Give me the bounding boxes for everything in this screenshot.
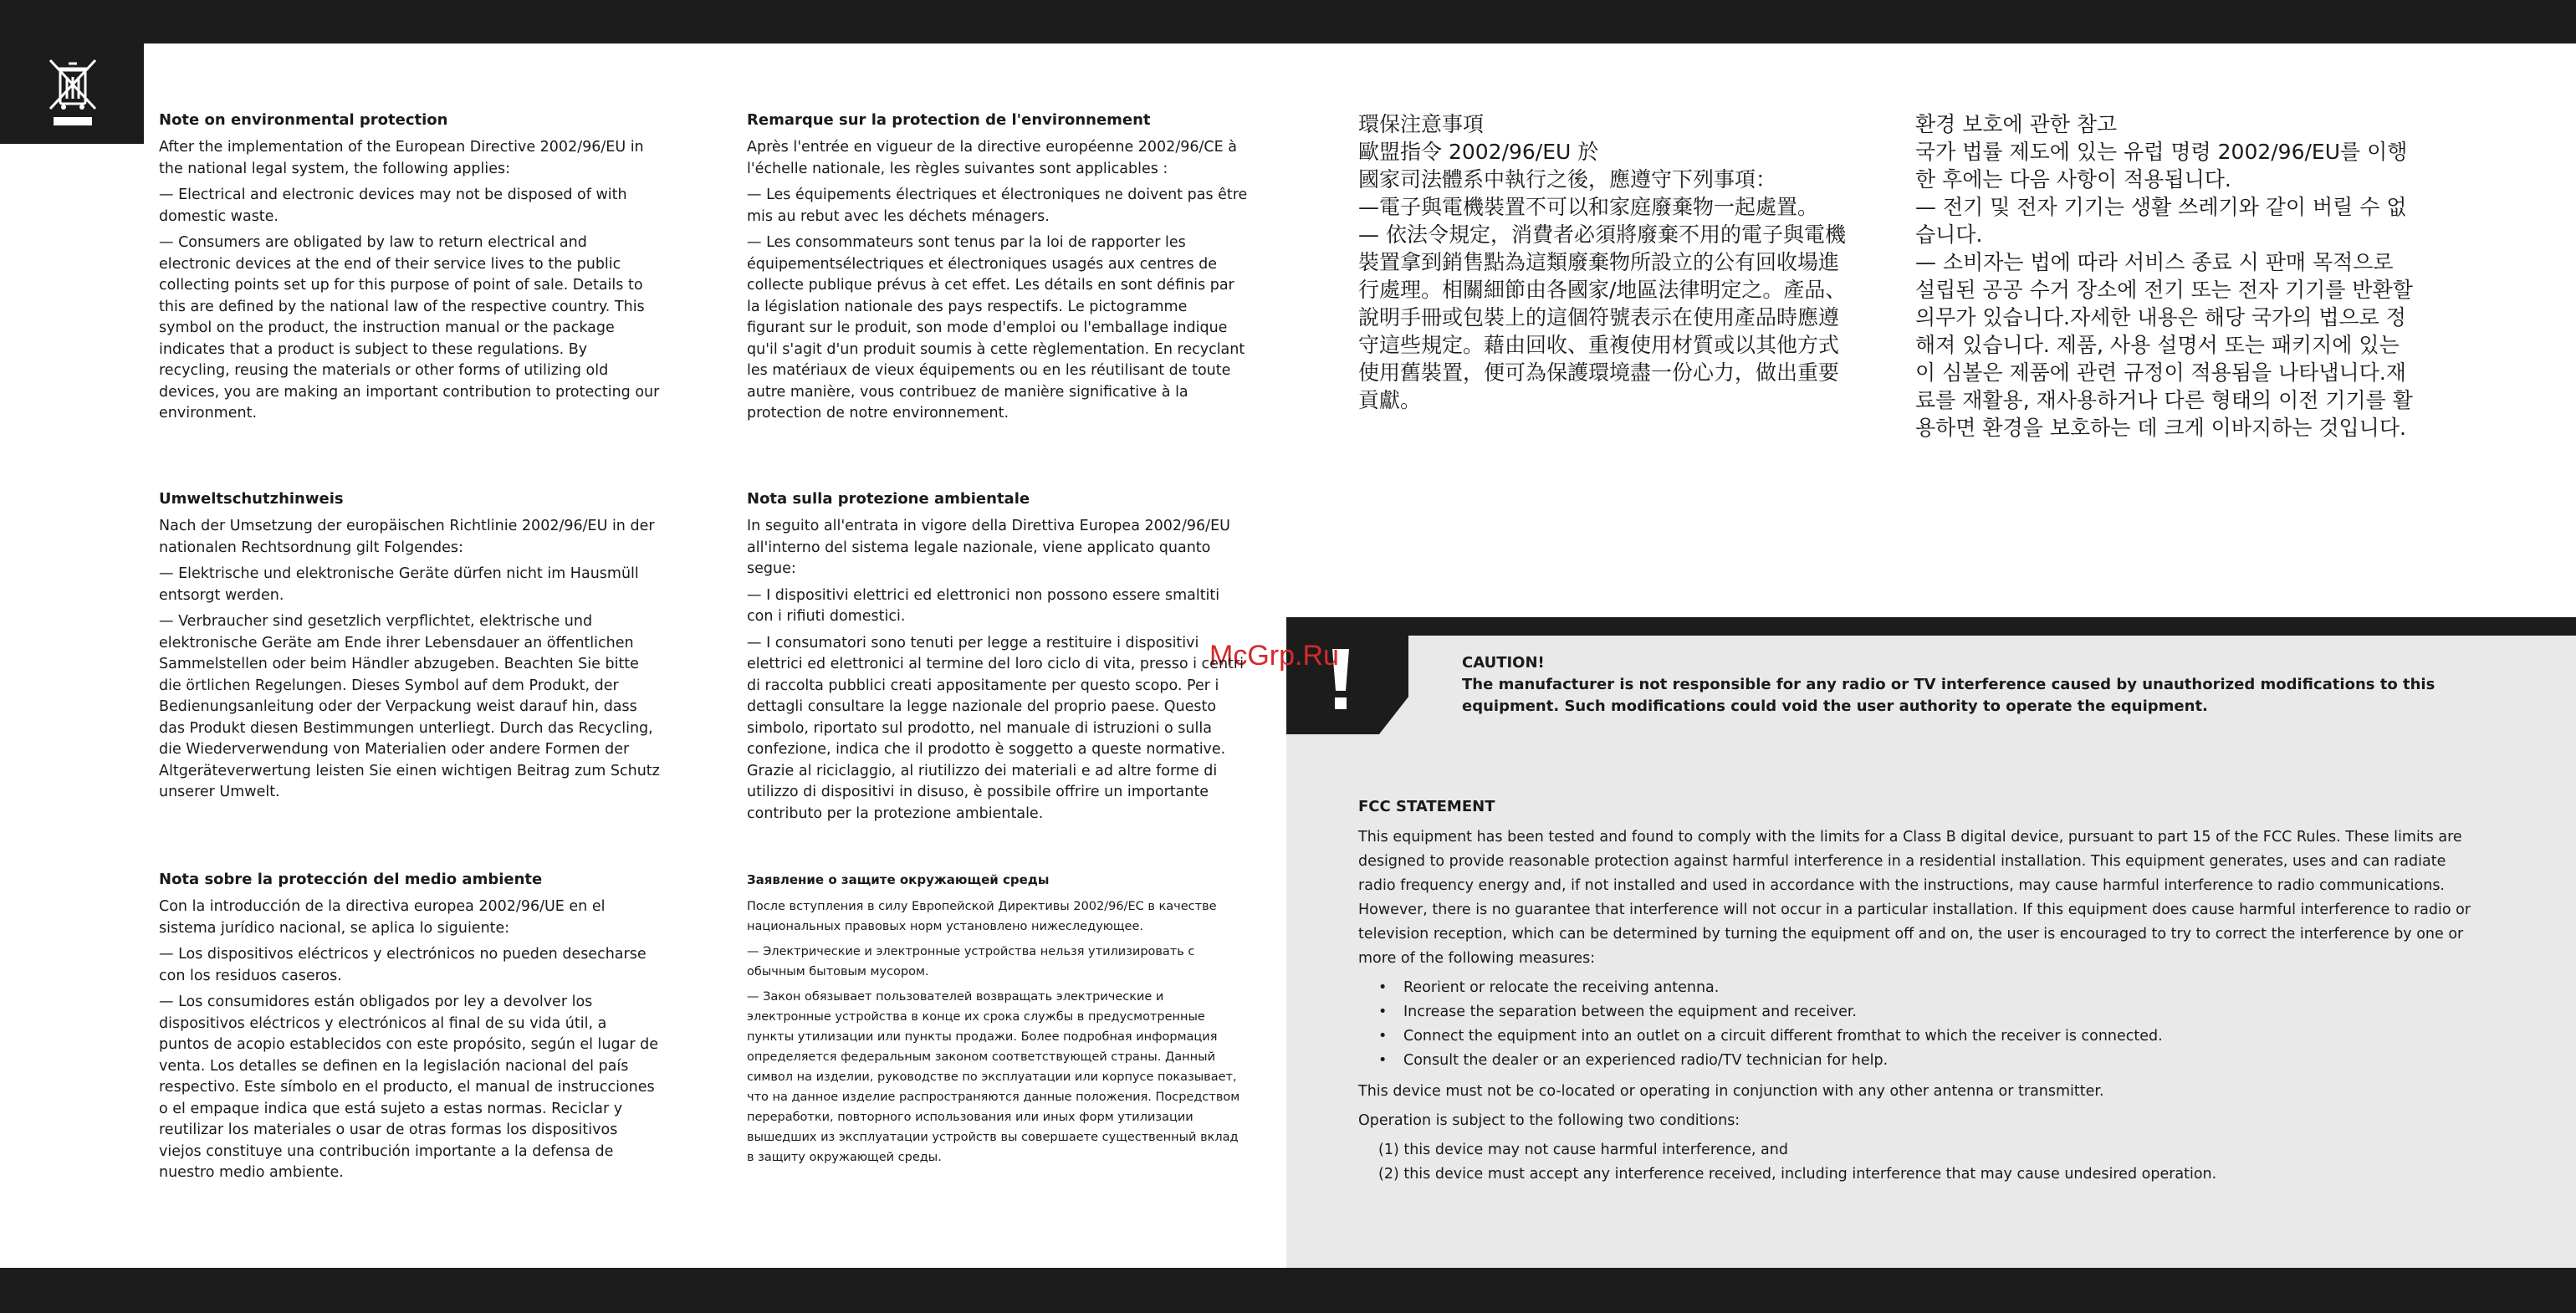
section-title: Nota sobre la protección del medio ambiente (159, 871, 543, 888)
weee-tab (0, 43, 144, 144)
fcc-condition: (2) this device must accept any interference received, including interference that may cause undesired operation. (1378, 1166, 2217, 1183)
caution-title: CAUTION! (1462, 654, 1545, 672)
fcc-panel-bar (1286, 617, 2576, 636)
list-item: • Connect the equipment into an outlet on a circuit different fromthat to which the receiver is connected. (1378, 1024, 2479, 1049)
fcc-colocate: This device must not be co-located or operating in conjunction with any other antenna or transmitter. (1358, 1083, 2104, 1100)
paragraph: — Les consommateurs sont tenus par la loi de rapporter les équipementsélectriques et électroniques usagés aux centres de collecte publique prévus à cet effet. Les détails en sont définis par la législation nationale des pays respectifs. Le pictogramme figurant sur le produit, son mode d'emploi ou l'emballage indique qu'il s'agit d'un produit soumis à cette règlementation. En recyclant les matériaux de vieux équipements ou en les réutilisant de toute autre manière, vous contribuez de manière significative à la protection de notre environnement. (747, 234, 1245, 421)
watermark: McGrp.Ru (1209, 640, 1339, 672)
paragraph: Après l'entrée en vigueur de la directive européenne 2002/96/CE à l'échelle nationale, les règles suivantes sont applicables : (747, 139, 1237, 177)
section-french (747, 110, 1249, 430)
section-korean (1915, 110, 2417, 442)
section-chinese (1358, 110, 1855, 414)
paragraph: 歐盟指令 2002/96/EU 於 (1358, 140, 1599, 164)
list-item: • Increase the separation between the equipment and receiver. (1378, 1000, 2479, 1024)
paragraph: После вступления в силу Европейской Директивы 2002/96/ЕС в качестве национальных правовых норм установлено нижеследующее. (747, 900, 1217, 933)
fcc-title: FCC STATEMENT (1358, 798, 1495, 815)
paragraph: — 依法令規定，消費者必須將廢棄不用的電子與電機裝置拿到銷售點為這類廢棄物所設立的公有回收場進行處理。相關細節由各國家/地區法律明定之。產品、說明手冊或包裝上的這個符號表示在使用產品時應遵守這些規定。藉由回收、重複使用材質或以其他方式使用舊裝置，便可為保護環境盡一份心力，做出重要貢獻。 (1358, 222, 1847, 412)
section-german (159, 489, 661, 809)
fcc-condition: (1) this device may not cause harmful interference, and (1378, 1142, 1788, 1158)
section-title: Nota sulla protezione ambientale (747, 490, 1030, 508)
fcc-measures (1378, 976, 2479, 1073)
paragraph: 국가 법률 제도에 있는 유럽 명령 2002/96/EU를 이행한 후에는 다음 사항이 적용됩니다. (1915, 140, 2408, 192)
list-item: • Reorient or relocate the receiving antenna. (1378, 976, 2479, 1000)
paragraph: — Los consumidores están obligados por ley a devolver los dispositivos eléctricos y electrónicos al final de su vida útil, a puntos de acopio establecidos con este propósito, según el lugar de venta. Los detalles se definen en la legislación nacional del país respectivo. Este símbolo en el producto, el manual de instrucciones o el empaque indica que está sujeto a estas normas. Reciclar y reutilizar los materiales o usar de otras formas los dispositivos viejos constituye una contribución importante a la defensa de nuestro medio ambiente. (159, 994, 658, 1181)
paragraph: — Verbraucher sind gesetzlich verpflichtet, elektrische und elektronische Geräte am Ende ihrer Lebensdauer an öffentlichen Sammelstellen oder beim Händler abzugeben. Beachten Sie bitte die örtlichen Regelungen. Dieses Symbol auf dem Produkt, der Bedienungsanleitung oder der Verpackung weist darauf hin, dass das Produkt diesen Bestimmungen unterliegt. Durch das Recycling, die Wiederverwendung von Materialien oder andere Formen der Altgeräteverwertung leisten Sie einen wichtigen Beitrag zum Schutz unserer Umwelt. (159, 613, 660, 800)
paragraph: —電子與電機裝置不可以和家庭廢棄物一起處置。 (1358, 195, 1819, 219)
bottom-bar (0, 1268, 2576, 1313)
paragraph: After the implementation of the European Directive 2002/96/EU in the national legal system, the following applies: (159, 139, 644, 177)
section-russian (747, 870, 1249, 1173)
caution-notice (1462, 652, 2482, 718)
paragraph: — Electrical and electronic devices may not be disposed of with domestic waste. (159, 186, 627, 225)
paragraph: — Закон обязывает пользователей возвращать электрические и электронные устройства в конце их срока службы в предусмотренные пункты утилизации или пункты продажи. Более подробная информация определяется федеральным законом соответствующей страны. Данный символ на изделии, руководстве по эксплуатации или корпусе показывает, что на данное изделие распространяются данные положения. Посредством переработки, повторного использования или иных форм утилизации вышедших из эксплуатации устройств вы совершаете существенный вклад в защиту окружающей среды. (747, 990, 1240, 1164)
fcc-statement (1358, 794, 2479, 1187)
paragraph: In seguito all'entrata in vigore della Direttiva Europea 2002/96/EU all'interno del sistema legale nazionale, viene applicato quanto segue: (747, 518, 1230, 577)
paragraph: 國家司法體系中執行之後，應遵守下列事項： (1358, 167, 1777, 192)
list-item: • Consult the dealer or an experienced radio/TV technician for help. (1378, 1049, 2479, 1073)
paragraph: — 전기 및 전자 기기는 생활 쓰레기와 같이 버릴 수 없습니다. (1915, 195, 2407, 247)
paragraph: Con la introducción de la directiva europea 2002/96/UE en el sistema jurídico nacional, se aplica lo siguiente: (159, 898, 606, 937)
section-english (159, 110, 661, 430)
paragraph: — 소비자는 법에 따라 서비스 종료 시 판매 목적으로 설립된 공공 수거 장소에 전기 또는 전자 기기를 반환할 의무가 있습니다.자세한 내용은 해당 국가의 법으로 정해져 있습니다. 제품, 사용 설명서 또는 패키지에 있는 이 심볼은 제품에 관련 규정이 적용됨을 나타냅니다.재료를 재활용, 재사용하거나 다른 형태의 이전 기기를 활용하면 환경을 보호하는 데 크게 이바지하는 것입니다. (1915, 250, 2413, 440)
section-spanish (159, 870, 661, 1189)
paragraph: — I dispositivi elettrici ed elettronici non possono essere smaltiti con i rifiuti domestici. (747, 586, 1220, 625)
section-italian (747, 489, 1249, 830)
paragraph: Nach der Umsetzung der europäischen Richtlinie 2002/96/EU in der nationalen Rechtsordnung gilt Folgendes: (159, 518, 655, 556)
paragraph: — Consumers are obligated by law to return electrical and electronic devices at the end of their service lives to the public collecting points set up for this purpose of point of sale. Details to this are defined by the national law of the respective country. This symbol on the product, the instruction manual or the package indicates that a product is subject to these regulations. By recycling, reusing the materials or other forms of utilizing old devices, you are making an important contribution to protecting our environment. (159, 234, 660, 421)
section-title: Note on environmental protection (159, 111, 448, 129)
section-title: Заявление о защите окружающей среды (747, 872, 1050, 887)
section-title: 환경 보호에 관한 참고 (1915, 112, 2118, 136)
section-title: 環保注意事項 (1358, 112, 1485, 136)
paragraph: — Los dispositivos eléctricos y electrónicos no pueden desecharse con los residuos caseros. (159, 946, 647, 984)
paragraph: — Elektrische und elektronische Geräte dürfen nicht im Hausmüll entsorgt werden. (159, 565, 639, 604)
paragraph: — Электрические и электронные устройства нельзя утилизировать с обычным бытовым мусором. (747, 945, 1195, 978)
section-title: Umweltschutzhinweis (159, 490, 344, 508)
crossed-bin-icon (47, 55, 100, 132)
paragraph: — I consumatori sono tenuti per legge a restituire i dispositivi elettrici ed elettronici al termine del loro ciclo di vita, presso i centri di raccolta pubblici creati appositamente per questo scopo. Per i dettagli consultare la legge nazionale del proprio paese. Questo simbolo, riportato sul prodotto, nel manuale di istruzioni o sulla confezione, indica che il prodotto è soggetto a queste normative. Grazie al riciclaggio, al riutilizzo dei materiali e ad altre forme di utilizzo di dispositivi in disuso, è possibile offrire un importante contributo per la protezione ambientale. (747, 634, 1244, 822)
section-title: Remarque sur la protection de l'environnement (747, 111, 1151, 129)
top-bar (0, 0, 2576, 43)
fcc-intro: This equipment has been tested and found to comply with the limits for a Class B digital device, pursuant to part 15 of the FCC Rules. These limits are designed to provide reasonable protection against harmful interference in a residential installation. This equipment generates, uses and can radiate radio frequency energy and, if not installed and used in accordance with the instructions, may cause harmful interference to radio communications. However, there is no guarantee that interference will not occur in a particular installation. If this equipment does cause harmful interference to radio or television reception, which can be determined by turning the equipment off and on, the user is encouraged to try to correct the interference by one or more of the following measures: (1358, 829, 2471, 967)
fcc-conditions-intro: Operation is subject to the following two conditions: (1358, 1112, 1740, 1129)
paragraph: — Les équipements électriques et électroniques ne doivent pas être mis au rebut avec les déchets ménagers. (747, 186, 1248, 225)
caution-text: The manufacturer is not responsible for any radio or TV interference caused by unauthorized modifications to this equipment. Such modifications could void the user authority to operate the equipment. (1462, 676, 2435, 715)
